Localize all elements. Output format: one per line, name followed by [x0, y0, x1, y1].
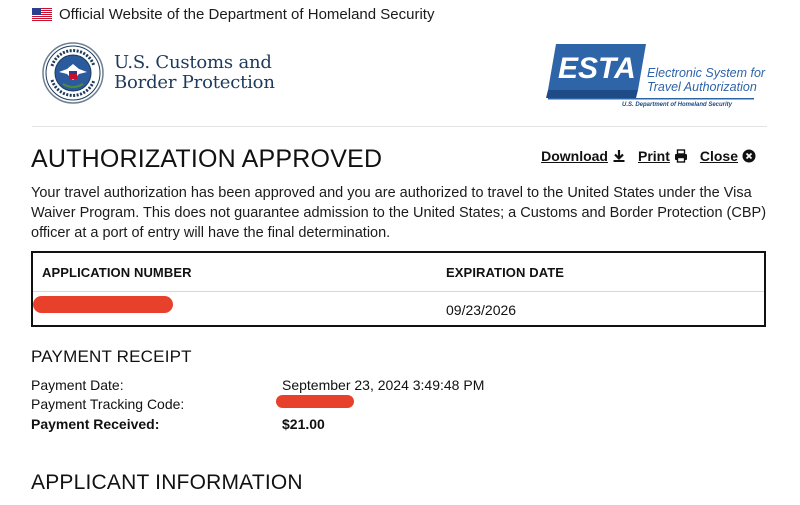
expiration-date-value: 09/23/2026: [446, 302, 517, 318]
us-flag-icon: [32, 8, 52, 21]
payment-tracking-label: Payment Tracking Code:: [31, 396, 185, 412]
close-label: Close: [699, 148, 738, 164]
print-label: Print: [637, 148, 670, 164]
application-number-header: APPLICATION NUMBER: [42, 265, 192, 280]
action-links: [541, 148, 756, 164]
table-row-divider: [33, 291, 764, 292]
tracking-code-redaction: [276, 395, 354, 408]
close-circle-icon: [742, 149, 756, 163]
payment-received-label: Payment Received:: [31, 416, 160, 432]
application-table: [31, 251, 766, 327]
official-website-banner: [32, 6, 434, 23]
page-title: AUTHORIZATION APPROVED: [31, 145, 383, 173]
expiration-date-header: EXPIRATION DATE: [446, 265, 565, 280]
payment-date-value: September 23, 2024 3:49:48 PM: [282, 377, 485, 393]
esta-logo[interactable]: [546, 40, 766, 110]
download-icon: [612, 149, 626, 163]
esta-dept-text: U.S. Department of Homeland Security: [622, 102, 733, 108]
payment-received-value: $21.00: [282, 416, 325, 432]
cbp-wordmark: U.S. Customs and Border Protection: [114, 52, 275, 93]
print-icon: [674, 149, 688, 163]
cbp-logo[interactable]: [42, 42, 275, 104]
header-divider: [32, 126, 767, 127]
esta-badge-text: ESTA: [558, 52, 636, 85]
payment-receipt-heading: PAYMENT RECEIPT: [31, 347, 192, 366]
dhs-seal-icon: [42, 42, 104, 104]
payment-date-label: Payment Date:: [31, 377, 124, 393]
applicant-information-heading: APPLICANT INFORMATION: [31, 471, 303, 494]
close-button[interactable]: [700, 148, 756, 164]
esta-title-line1: Electronic System for: [647, 66, 766, 80]
download-label: Download: [541, 148, 608, 164]
print-button[interactable]: [638, 148, 688, 164]
banner-text: Official Website of the Department of Homeland Security: [59, 6, 435, 23]
download-button[interactable]: [541, 148, 626, 164]
application-number-redaction: [33, 296, 173, 313]
approval-intro-text: Your travel authorization has been approved and you are authorized to travel to the United States under the Visa Waiver Program. This does not guarantee admission to the United States; a Customs and Border Protection (CBP) officer at a port of entry will have the final determination.: [31, 185, 767, 241]
esta-title-line2: Travel Authorization: [647, 80, 757, 94]
